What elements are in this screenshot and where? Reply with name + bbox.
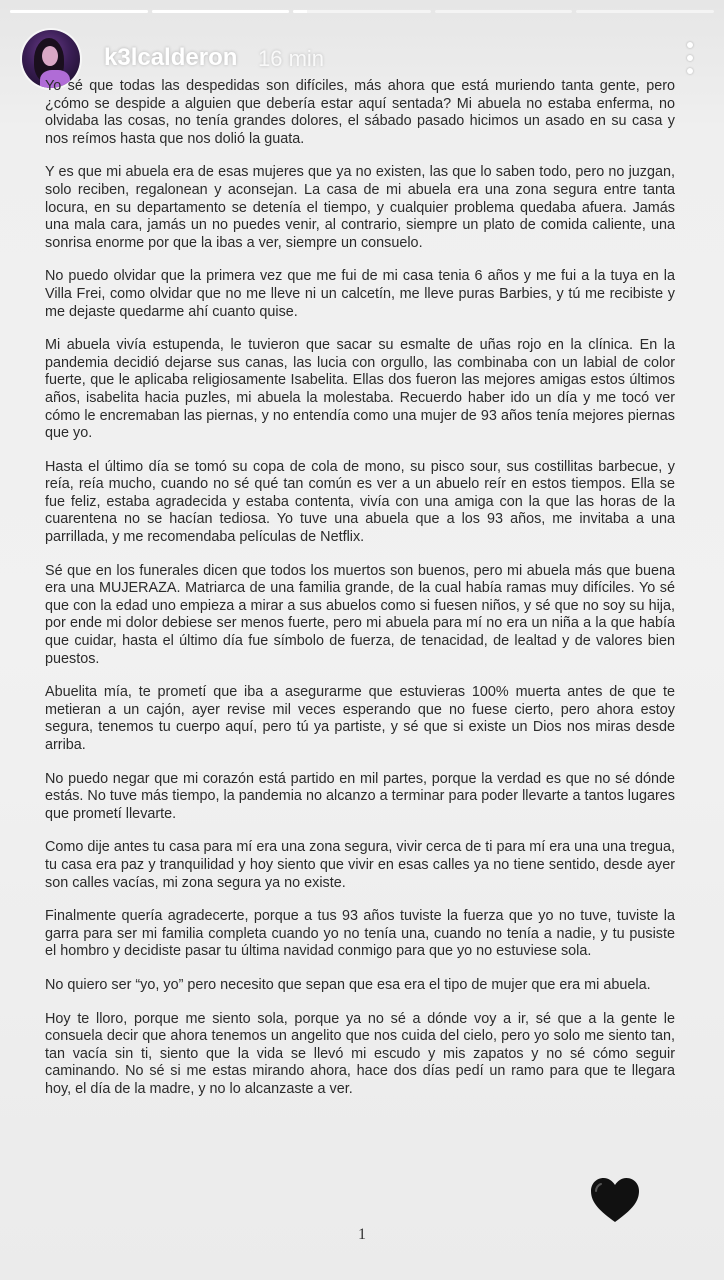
- more-vertical-icon[interactable]: [678, 40, 702, 76]
- paragraph: Y es que mi abuela era de esas mujeres que ya no existen, las que lo saben todo, pero no juzgan, solo reciben, regalonean y aconsejan. La casa de mi abuela era una zona segura entre tanta locura, en su departamento se detenía el tiempo, y cualquier problema quedaba afuera. Jamás una mala cara, jamás un no puedes venir, al contrario, siempre un plato de comida caliente, una sonrisa enorme por que la ibas a ver, siempre un consuelo.: [45, 164, 675, 251]
- paragraph: Sé que en los funerales dicen que todos los muertos son buenos, pero mi abuela más que buena era una MUJERAZA. Matriarca de una familia grande, de la cual había ramas muy difíciles. Yo sé que con la edad uno empieza a mirar a sus abuelos como si fuesen niños, y sé que no soy su hija, por ende mi dolor debiese ser menos fuerte, pero mi abuela para mí no era un niña a la que había que cuidar, hasta el último día fue símbolo de fuerza, de tenacidad, de lealtad y de valores bien puestos.: [45, 562, 675, 667]
- black-heart-icon: [588, 1174, 642, 1228]
- paragraph: Abuelita mía, te prometí que iba a asegurarme que estuvieras 100% muerta antes de que te metieran a un cajón, ayer revise mil veces esperando que no fuese cierto, pero ahora estoy segura, tenemos tu cuerpo aquí, pero tú ya partiste, y sé que si existe un Dios nos miras desde arriba.: [45, 684, 675, 753]
- paragraph: Mi abuela vivía estupenda, le tuvieron que sacar su esmalte de uñas rojo en la clínica. En la pandemia decidió dejarse sus canas, las lucia con orgullo, las combinaba con un labial de color fuerte, que le aplicaba religiosamente Isabelita. Ellas dos fueron las mejores amigas estos últimos años, isabelita hacia puzles, mi abuela la molestaba. Recuerdo haber ido un día y me tocó ver cómo le encremaban las piernas, y no entendía como una mujer de 93 años tenía mejores piernas que yo.: [45, 337, 675, 442]
- page-number: 1: [358, 1226, 366, 1243]
- paragraph: Yo sé que todas las despedidas son difíciles, más ahora que está muriendo tanta gente, pero ¿cómo se despide a alguien que debería estar aquí sentada? Mi abuela no estaba enferma, no olvidaba las cosas, no tenía grandes dolores, el sábado pasado hicimos un asado en su casa y nos reímos hasta que nos dolió la guata.: [45, 78, 675, 147]
- paragraph: Hasta el último día se tomó su copa de cola de mono, su pisco sour, sus costillitas barbecue, y reía, reía mucho, cuando no sé qué tan común es ver a un abuelo reír en estos tiempos. Ella se fue feliz, estaba agradecida y estaba contenta, vivía con una amiga con la que las horas de la cuarentena no se hacían tediosa. Yo tuve una abuela que a los 93 años, me invitaba a una parrillada, y me recomendaba películas de Netflix.: [45, 458, 675, 546]
- paragraph: Como dije antes tu casa para mí era una zona segura, vivir cerca de ti para mí era una una tregua, tu casa era paz y tranquilidad y hoy siento que vivir en esas calles ya no tiene sentido, desde ayer son calles vacías, mi zona segura ya no existe.: [45, 839, 675, 891]
- paragraph: No puedo olvidar que la primera vez que me fui de mi casa tenia 6 años y me fui a la tuya en la Villa Frei, como olvidar que no me lleve ni un calcetín, me lleve puras Barbies, y tú me recibiste y me dejaste quedarme ahí cuanto quise.: [45, 268, 675, 320]
- paragraph: No puedo negar que mi corazón está partido en mil partes, porque la verdad es que no sé dónde estás. No tuve más tiempo, la pandemia no alcanzo a terminar para poder llevarte a tantos lugares que prometí llevarte.: [45, 770, 675, 822]
- username[interactable]: k3lcalderon: [104, 44, 238, 71]
- story-progress-segment: [293, 10, 431, 13]
- story-progress-segment: [435, 10, 573, 13]
- paragraph: Finalmente quería agradecerte, porque a tus 93 años tuviste la fuerza que yo no tuve, tuviste la garra para ser mi familia completa cuando yo no tenía una, cuando no tenía a nadie, y tu pusiste el hombro y decidiste pasar tu última navidad conmigo para que yo no estuviese sola.: [45, 908, 675, 960]
- document-text: [45, 78, 675, 1115]
- post-time: 16 min: [258, 46, 325, 71]
- story-progress-segment: [10, 10, 148, 13]
- paragraph: Hoy te lloro, porque me siento sola, porque ya no sé a dónde voy a ir, sé que a la gente le consuela decir que ahora tenemos un angelito que nos cuida del cielo, pero yo solo me siento tan, tan vacía sin ti, siento que la vida se llevó mi escudo y mis zapatos y no sé cómo seguir caminando. No sé si me estas mirando ahora, hace dos días pedí un ramo para que te llegara hoy, el día de la madre, y no lo alcanzaste a ver.: [45, 1010, 675, 1097]
- story-progress-segment: [576, 10, 714, 13]
- story-progress-bar: [10, 10, 714, 13]
- story-progress-segment: [152, 10, 290, 13]
- paragraph: No quiero ser “yo, yo” pero necesito que sepan que esa era el tipo de mujer que era mi abuela.: [45, 976, 651, 993]
